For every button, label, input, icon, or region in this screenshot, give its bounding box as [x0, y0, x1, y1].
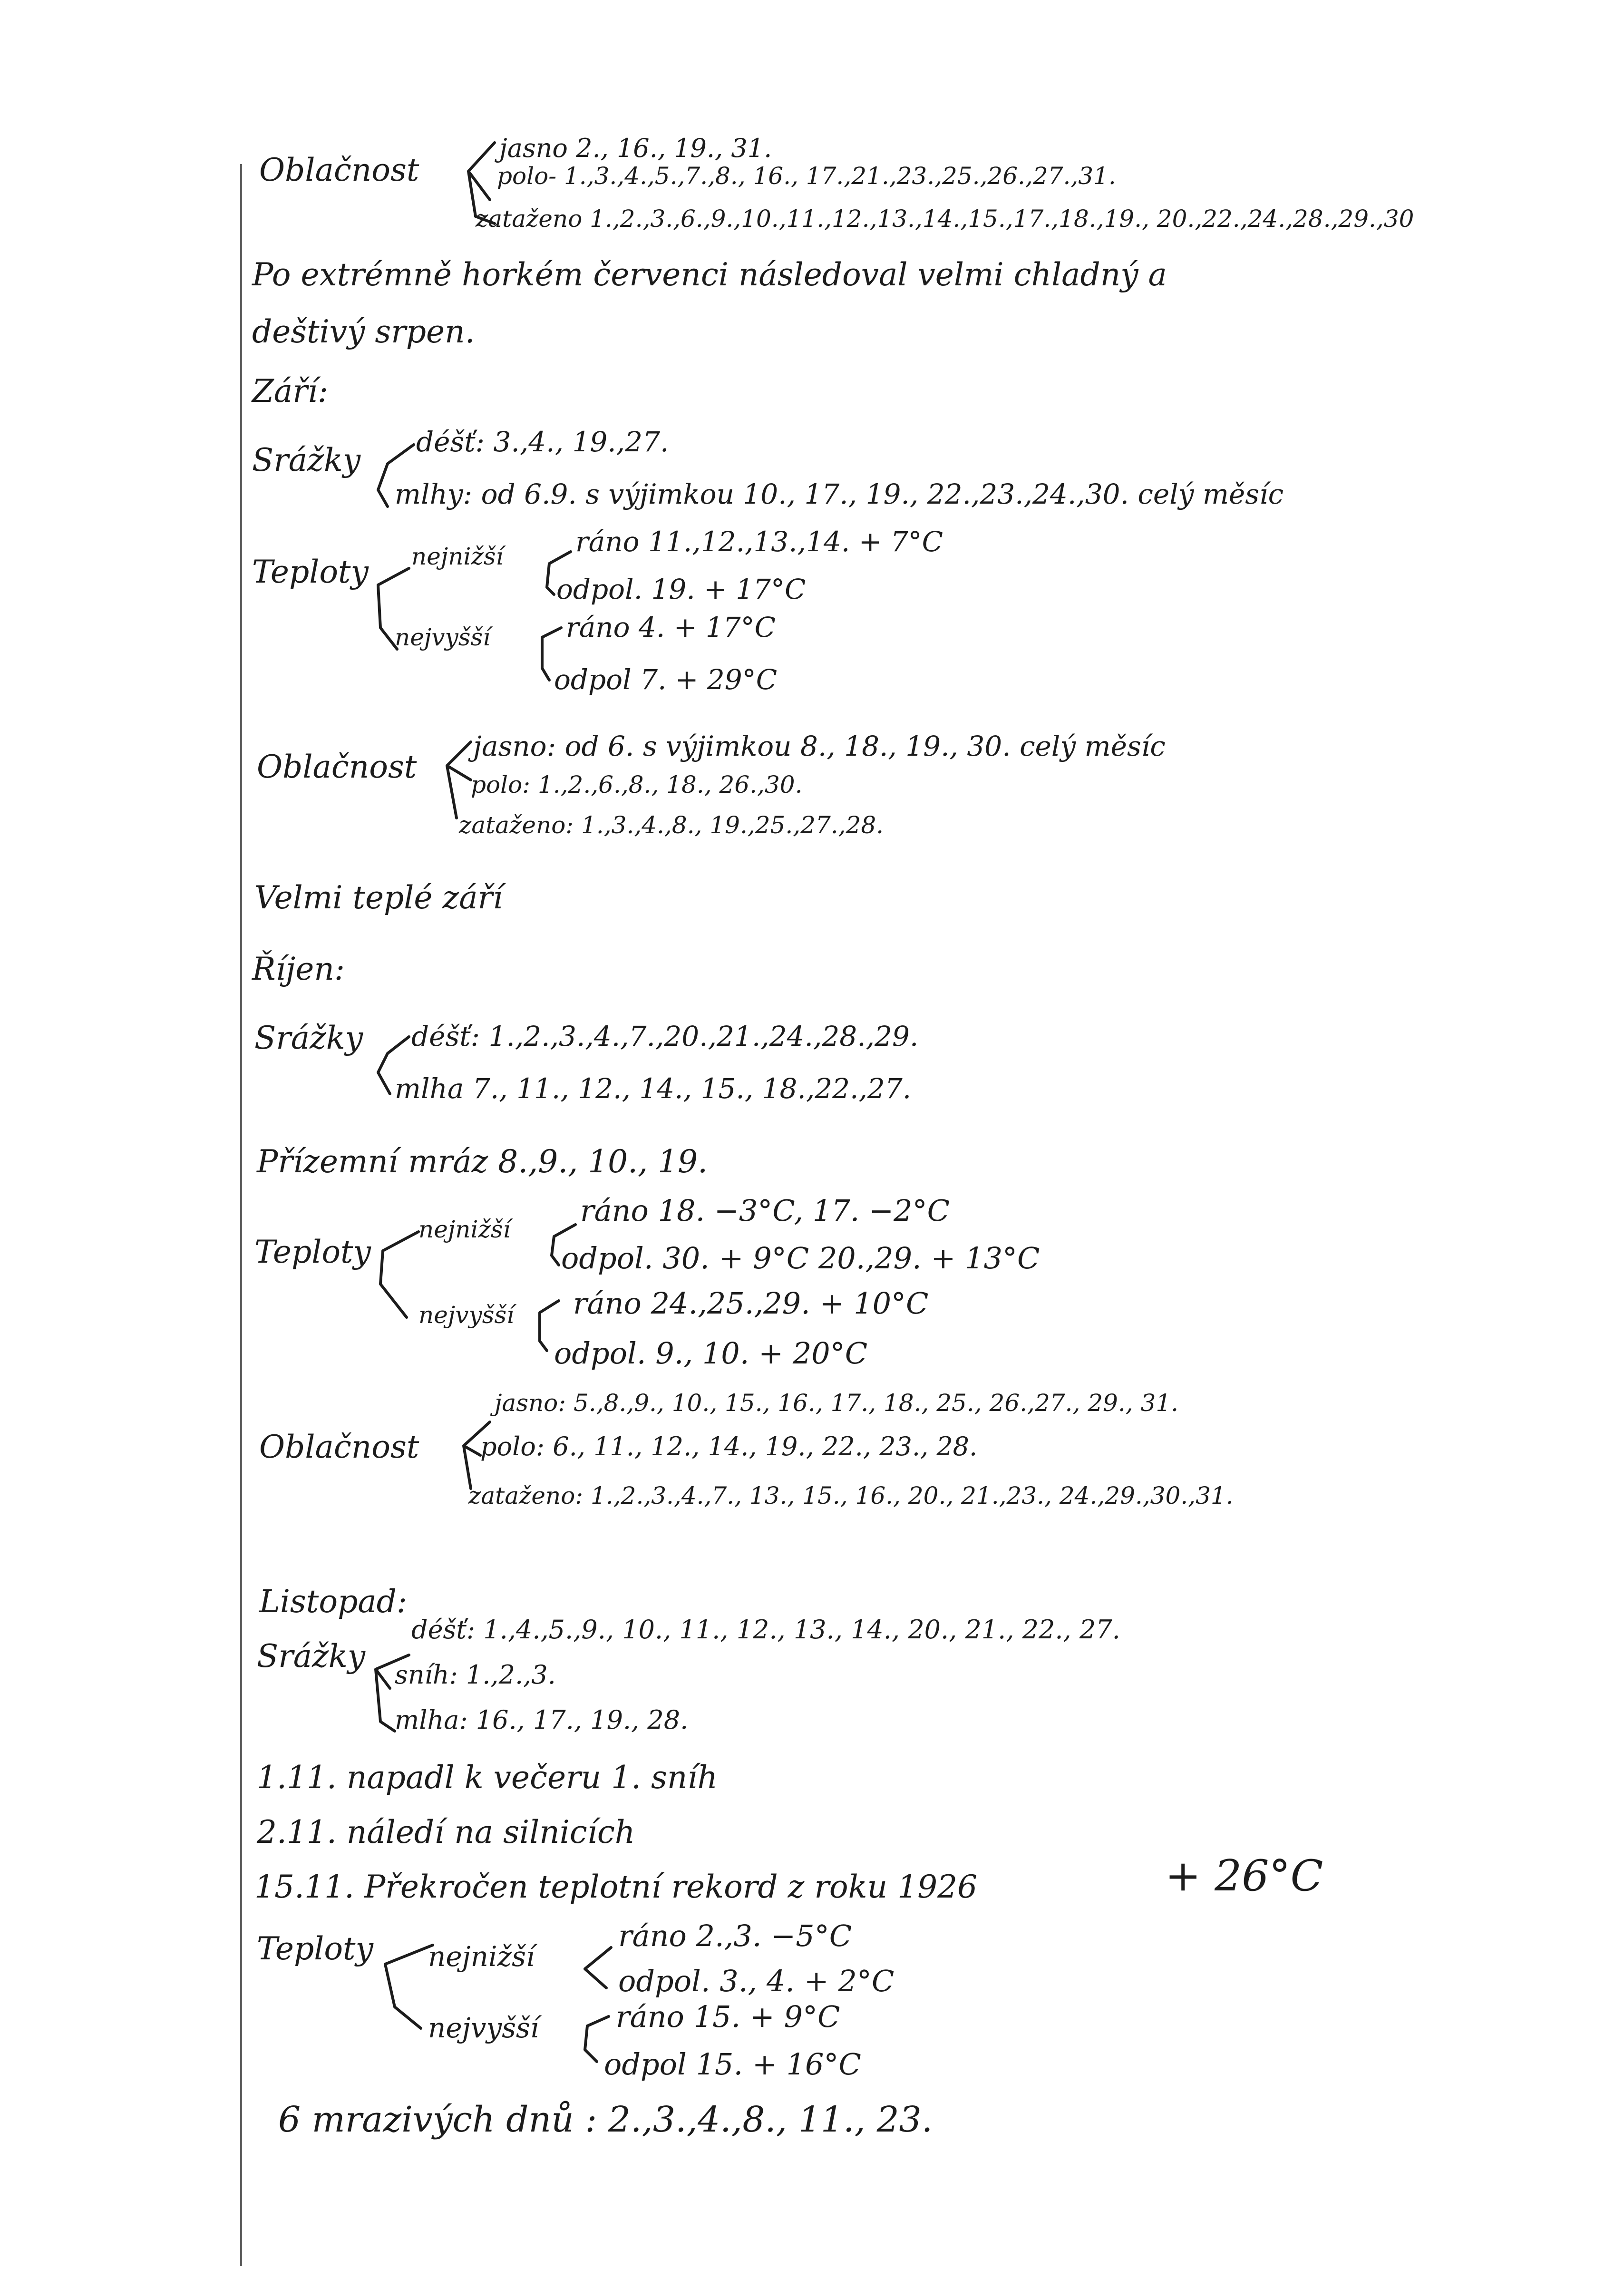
- nov-low-afternoon: odpol. 3., 4. + 2°C: [618, 1964, 895, 1998]
- nov-low-morning: ráno 2.,3. −5°C: [618, 1918, 852, 1953]
- nov-month-heading: Listopad:: [259, 1583, 408, 1620]
- nov-note-record-temp-value: + 26°C: [1165, 1851, 1323, 1901]
- sep-clouds-label: Oblačnost: [257, 749, 417, 785]
- nov-fog-line: mlha: 16., 17., 19., 28.: [395, 1705, 689, 1735]
- sep-lowest-label: nejnižší: [411, 543, 504, 570]
- sep-precip-label: Srážky: [252, 442, 361, 478]
- nov-precip-label: Srážky: [257, 1638, 366, 1674]
- aug-clouds-label: Oblačnost: [259, 152, 419, 188]
- oct-overcast-line: zataženo: 1.,2.,3.,4.,7., 13., 15., 16., 20., 21.,23., 24.,29.,30.,31.: [468, 1482, 1234, 1509]
- oct-low-afternoon: odpol. 30. + 9°C 20.,29. + 13°C: [561, 1241, 1040, 1275]
- nov-highest-label: nejvyšší: [428, 2012, 539, 2044]
- sep-low-afternoon: odpol. 19. + 17°C: [556, 573, 806, 605]
- sep-high-afternoon: odpol 7. + 29°C: [554, 663, 778, 696]
- oct-rain-line: déšť: 1.,2.,3.,4.,7.,20.,21.,24.,28.,29.: [411, 1020, 919, 1052]
- sep-rain-line: déšť: 3.,4., 19.,27.: [416, 426, 669, 458]
- oct-clear-line: jasno: 5.,8.,9., 10., 15., 16., 17., 18., 25., 26.,27., 29., 31.: [495, 1389, 1179, 1417]
- bracket-sep-clouds: [447, 742, 471, 818]
- nov-note-first-snow: 1.11. napadl k večeru 1. sníh: [257, 1759, 718, 1796]
- oct-low-morning: ráno 18. −3°C, 17. −2°C: [580, 1193, 950, 1228]
- sep-highest-label: nejvyšší: [395, 623, 491, 651]
- aug-clear-line: jasno 2., 16., 19., 31.: [499, 133, 772, 163]
- nov-note-temp-record: 15.11. Překročen teplotní rekord z roku 1926: [254, 1869, 978, 1905]
- sep-summary: Velmi teplé září: [254, 879, 503, 916]
- aug-summary-line-2: deštivý srpen.: [252, 313, 475, 350]
- oct-precip-label: Srážky: [254, 1020, 363, 1056]
- sep-low-morning: ráno 11.,12.,13.,14. + 7°C: [575, 526, 943, 558]
- oct-highest-label: nejvyšší: [418, 1301, 515, 1329]
- sep-month-heading: Září:: [252, 373, 329, 409]
- aug-overcast-line: zataženo 1.,2.,3.,6.,9.,10.,11.,12.,13.,14.,15.,17.,18.,19., 20.,22.,24.,28.,29.,30: [476, 205, 1414, 233]
- nov-snow-line: sníh: 1.,2.,3.: [395, 1660, 556, 1690]
- aug-summary-line-1: Po extrémně horkém červenci následoval velmi chladný a: [252, 256, 1167, 293]
- bracket-nov-temps: [385, 1945, 433, 2028]
- sep-temps-label: Teploty: [252, 554, 369, 590]
- sep-partly-line: polo: 1.,2.,6.,8., 18., 26.,30.: [471, 771, 803, 798]
- nov-note-black-ice: 2.11. náledí na silnicích: [257, 1814, 635, 1850]
- oct-fog-line: mlha 7., 11., 12., 14., 15., 18.,22.,27.: [395, 1072, 912, 1105]
- sep-fog-line: mlhy: od 6.9. s výjimkou 10., 17., 19., 22.,23.,24.,30. celý měsíc: [395, 478, 1284, 510]
- nov-temps-label: Teploty: [257, 1930, 373, 1967]
- oct-month-heading: Říjen:: [252, 951, 345, 987]
- oct-clouds-label: Oblačnost: [259, 1429, 419, 1465]
- sep-overcast-line: zataženo: 1.,3.,4.,8., 19.,25.,27.,28.: [459, 811, 884, 839]
- oct-temps-label: Teploty: [254, 1234, 371, 1270]
- nov-frost-days: 6 mrazivých dnů : 2.,3.,4.,8., 11., 23.: [278, 2099, 933, 2140]
- oct-lowest-label: nejnižší: [418, 1216, 511, 1243]
- oct-high-morning: ráno 24.,25.,29. + 10°C: [573, 1286, 929, 1321]
- page-margin-line: [240, 164, 242, 2266]
- sep-high-morning: ráno 4. + 17°C: [566, 611, 776, 643]
- oct-partly-line: polo: 6., 11., 12., 14., 19., 22., 23., 28.: [480, 1431, 978, 1461]
- aug-partly-line: polo- 1.,3.,4.,5.,7.,8., 16., 17.,21.,23.,25.,26.,27.,31.: [497, 162, 1116, 190]
- bracket-oct-temps: [380, 1232, 418, 1317]
- oct-high-afternoon: odpol. 9., 10. + 20°C: [554, 1336, 868, 1371]
- nov-rain-line: déšť: 1.,4.,5.,9., 10., 11., 12., 13., 14., 20., 21., 22., 27.: [411, 1615, 1120, 1645]
- nov-high-morning: ráno 15. + 9°C: [616, 1999, 840, 2034]
- nov-high-afternoon: odpol 15. + 16°C: [604, 2047, 861, 2082]
- sep-clear-line: jasno: od 6. s výjimkou 8., 18., 19., 30. celý měsíc: [473, 730, 1166, 762]
- bracket-nov-lowest: [585, 1947, 611, 1988]
- oct-frost-line: Přízemní mráz 8.,9., 10., 19.: [257, 1143, 708, 1180]
- nov-lowest-label: nejnižší: [428, 1940, 535, 1973]
